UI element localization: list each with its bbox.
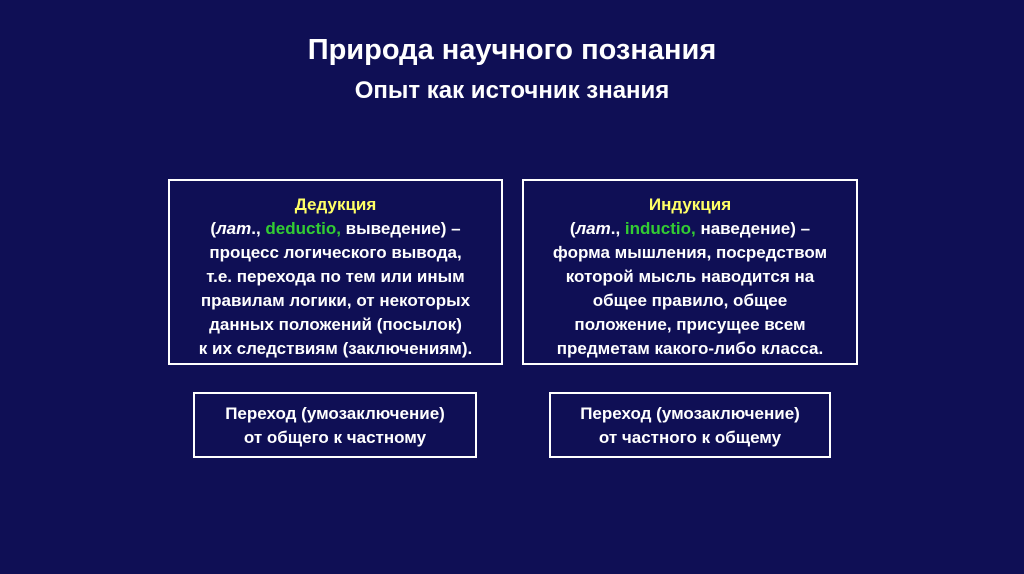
deduction-etymology [170, 217, 501, 241]
deduction-transition-box [193, 392, 477, 458]
slide-subtitle: Опыт как источник знания [354, 77, 670, 104]
deduction-transition-line: от общего к частному [243, 428, 427, 447]
slide-title: Природа научного познания [307, 34, 717, 66]
deduction-latin-word: deductio, [265, 219, 341, 238]
induction-definition-line: общее правило, общее [592, 291, 788, 310]
induction-definition-box [522, 179, 858, 365]
deduction-transition-line: Переход (умозаключение) [225, 404, 445, 423]
induction-lat-abbrev: лат [575, 219, 611, 238]
induction-open-paren: ( [569, 219, 576, 238]
deduction-lat-separator: ., [251, 219, 266, 238]
induction-term: Индукция [648, 195, 732, 214]
deduction-definition-line: процесс логического вывода, [209, 243, 462, 262]
deduction-open-paren: ( [210, 219, 217, 238]
deduction-term: Дедукция [294, 195, 377, 214]
induction-etymology [524, 217, 856, 241]
induction-latin-word: inductio, [624, 219, 696, 238]
induction-definition-line: предметам какого-либо класса. [556, 339, 824, 358]
induction-definition-line: положение, присущее всем [574, 315, 806, 334]
induction-lat-separator: ., [610, 219, 625, 238]
induction-transition-box [549, 392, 831, 458]
deduction-definition-line: правилам логики, от некоторых [200, 291, 471, 310]
induction-definition-line: форма мышления, посредством [552, 243, 828, 262]
deduction-definition-box [168, 179, 503, 365]
induction-definition-line: которой мысль наводится на [565, 267, 815, 286]
induction-transition-line: от частного к общему [598, 428, 782, 447]
deduction-definition-line: к их следствиям (заключениям). [198, 339, 473, 358]
induction-transition-line: Переход (умозаключение) [580, 404, 800, 423]
deduction-definition-line: т.е. перехода по тем или иным [206, 267, 465, 286]
deduction-meaning: выведение) – [340, 219, 461, 238]
induction-meaning: наведение) – [695, 219, 811, 238]
deduction-definition-line: данных положений (посылок) [209, 315, 462, 334]
deduction-lat-abbrev: лат [216, 219, 252, 238]
